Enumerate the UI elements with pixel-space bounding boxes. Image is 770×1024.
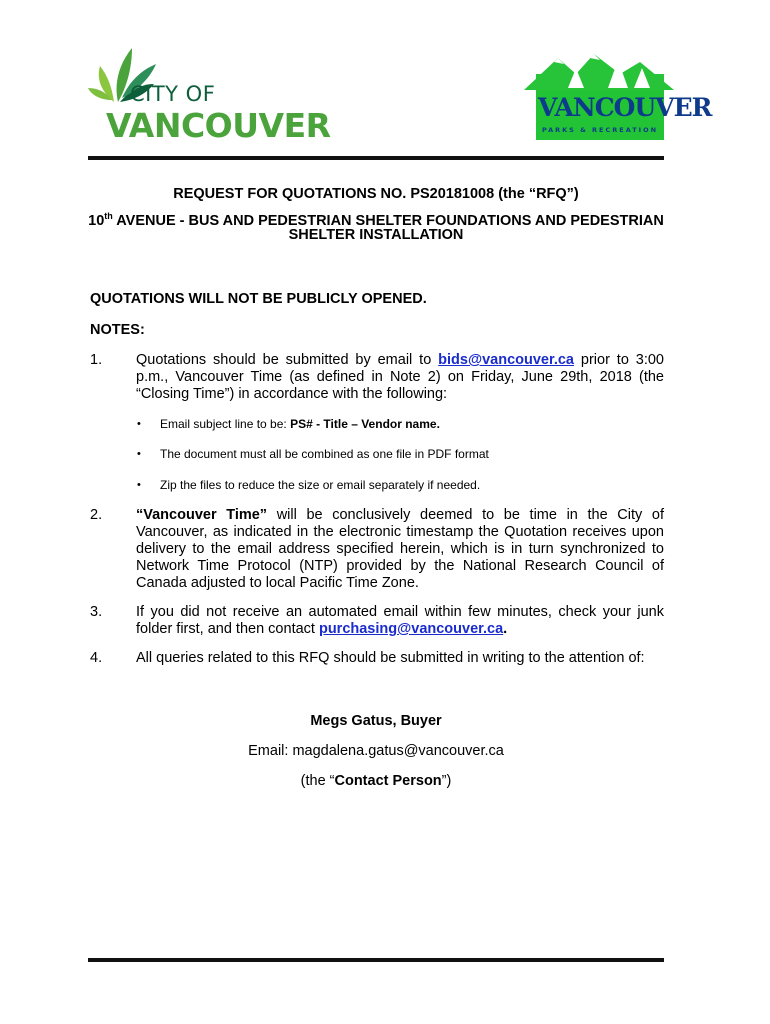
notes-heading: NOTES: <box>90 322 145 338</box>
contact-role <box>88 773 664 789</box>
note-3-text <box>136 604 664 638</box>
note-4-text: All queries related to this RFQ should be submitted in writing to the attention of: <box>136 650 645 666</box>
contact-role-prefix: (the “ <box>300 773 335 789</box>
logo-vancouver-text: VANCOUVER <box>106 106 331 145</box>
contact-email: Email: magdalena.gatus@vancouver.ca <box>248 743 504 759</box>
note-3-end: . <box>503 621 508 637</box>
note-1-number: 1. <box>90 352 103 368</box>
note-2-bold-lead: “Vancouver Time” <box>136 507 268 523</box>
rfq-title: REQUEST FOR QUOTATIONS NO. PS20181008 (the “RFQ”) <box>173 186 579 202</box>
logo-vancouver-wordmark: VANCOUVER <box>538 93 712 122</box>
subtitle-rest: AVENUE - BUS AND PEDESTRIAN SHELTER FOUNDATIONS AND PEDESTRIAN <box>112 212 664 229</box>
note-1-text-b: prior to 3:00 p.m., Vancouver Time (as defined in Note 2) on Friday, June 29th, 2018 (the “Closing Time”) in accordance with the following: <box>136 352 664 402</box>
note-2-number: 2. <box>90 507 103 523</box>
contact-name: Megs Gatus, Buyer <box>310 713 442 729</box>
footer-rule <box>88 958 664 962</box>
contact-role-bold: Contact Person <box>334 773 442 789</box>
note-3-body: If you did not receive an automated email within few minutes, check your junk folder first, and then contact <box>136 604 664 637</box>
header-rule <box>88 156 664 160</box>
not-opened-heading: QUOTATIONS WILL NOT BE PUBLICLY OPENED. <box>90 291 427 307</box>
logo-parks-recreation-text: PARKS & RECREATION <box>541 126 659 134</box>
bullet-pdf-format: The document must all be combined as one file in PDF format <box>160 447 489 461</box>
bullet-1-prefix: Email subject line to be: <box>160 417 291 431</box>
note-4-number: 4. <box>90 650 103 666</box>
city-of-vancouver-logo <box>82 38 331 148</box>
subtitle-sup: th <box>104 211 113 221</box>
bullet-dot: • <box>137 448 141 460</box>
note-1-text <box>136 352 664 403</box>
note-2-text <box>136 507 664 592</box>
subtitle-prefix: 10 <box>88 212 105 229</box>
note-3-number: 3. <box>90 604 103 620</box>
parks-recreation-logo <box>524 44 712 142</box>
note-1-text-a: Quotations should be submitted by email to <box>136 352 439 368</box>
rfq-subtitle-line2: SHELTER INSTALLATION <box>288 227 464 243</box>
purchasing-email-link[interactable]: purchasing@vancouver.ca <box>318 621 504 637</box>
bids-email-link[interactable]: bids@vancouver.ca <box>438 352 574 368</box>
bullet-1-bold: PS# - Title – Vendor name. <box>290 417 440 431</box>
contact-role-suffix: ”) <box>441 773 452 789</box>
bullet-dot: • <box>137 418 141 430</box>
logo-city-of-text: CITY OF <box>130 82 216 106</box>
bullet-zip-files: Zip the files to reduce the size or email separately if needed. <box>160 478 481 492</box>
note-2-body: will be conclusively deemed to be time in the City of Vancouver, as indicated in the electronic timestamp the Quotation receives upon delivery to the email address specified herein, which is in turn synchronized to Network Time Protocol (NTP) provided by the National Research Council of Canada adjusted to local Pacific Time Zone. <box>136 507 664 591</box>
bullet-dot: • <box>137 479 141 491</box>
bullet-subject-line <box>160 417 440 431</box>
